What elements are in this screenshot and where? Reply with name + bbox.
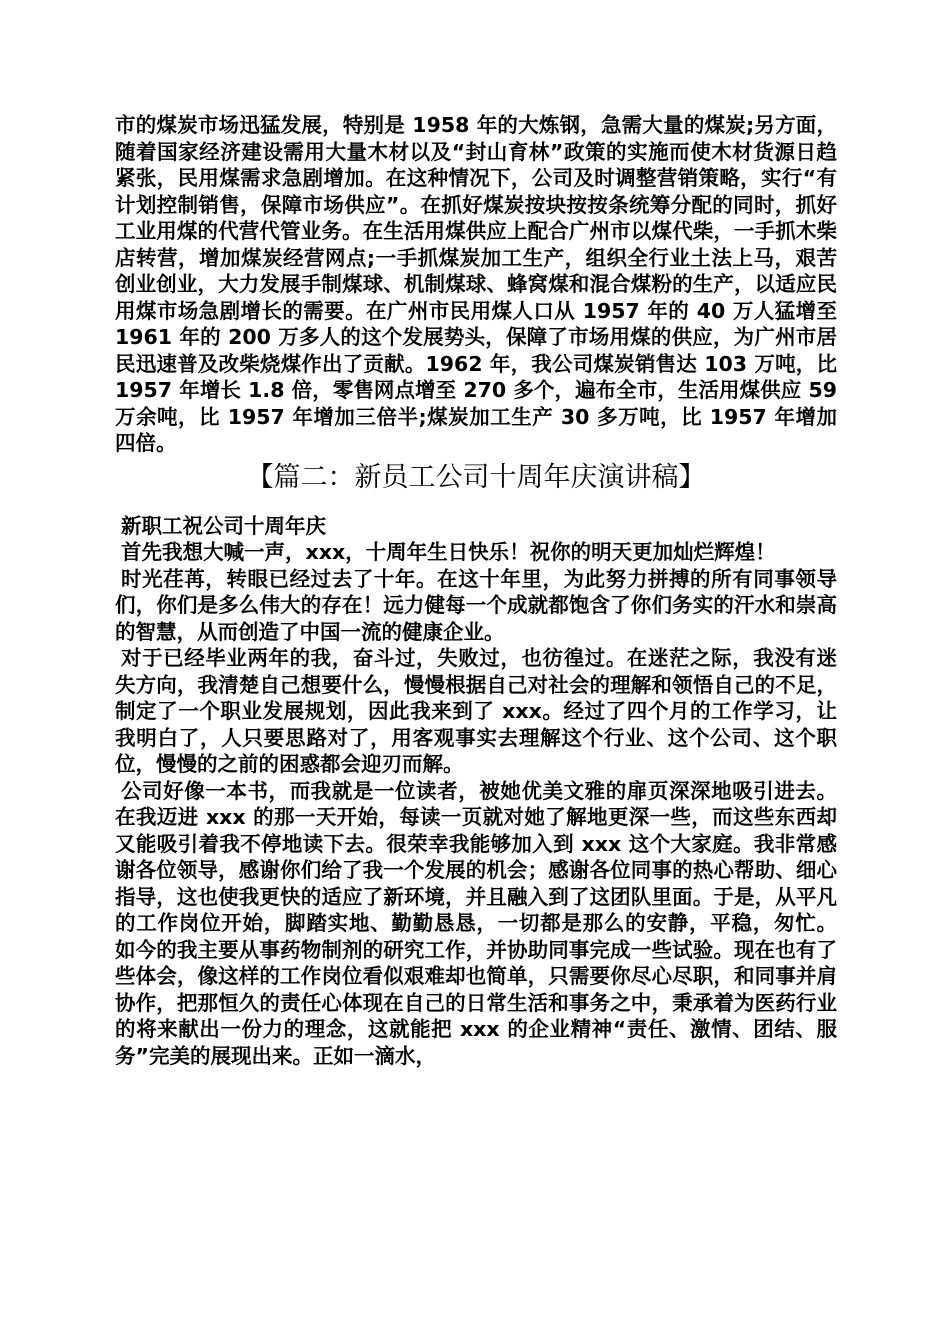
speech-paragraph-3: 对于已经毕业两年的我，奋斗过，失败过，也彷徨过。在迷茫之际，我没有迷失方向，我清楚自己想要什么，慢慢根据自己对社会的理解和领悟自己的不足，制定了一个职业发展规划，因此我来到了 xxx。经过了四个月的工作学习，让我明白了，人只要思路对了，用客观事实去理解这个行业、这个公司、这个职位，慢慢的之前的困惑都会迎刃而解。: [115, 646, 837, 776]
section-title: 【篇二：新员工公司十周年庆演讲稿】: [246, 461, 706, 493]
document-page: [115, 112, 837, 1069]
speech-section: [115, 513, 837, 1070]
speech-heading: 新职工祝公司十周年庆: [121, 513, 326, 538]
speech-paragraph-2: 时光荏苒，转眼已经过去了十年。在这十年里，为此努力拼搏的所有同事领导们，你们是多么伟大的存在！远力健每一个成就都饱含了你们务实的汗水和崇高的智慧，从而创造了中国一流的健康企业。: [115, 566, 837, 644]
intro-paragraph: 市的煤炭市场迅猛发展，特别是 1958 年的大炼钢，急需大量的煤炭;另方面，随着国家经济建设需用大量木材以及“封山育林”政策的实施而使木材货源日趋紧张，民用煤需求急剧增加。在这种情况下，公司及时调整营销策略，实行“有计划控制销售，保障市场供应”。在抓好煤炭按块按按条统筹分配的同时，抓好工业用煤的代营代管业务。在生活用煤供应上配合广州市以煤代柴，一手抓木柴店转营，增加煤炭经营网点;一手抓煤炭加工生产，组织全行业土法上马，艰苦创业创业，大力发展手制煤球、机制煤球、蜂窝煤和混合煤粉的生产，以适应民用煤市场急剧增长的需要。在广州市民用煤人口从 1957 年的 40 万人猛增至 1961 年的 200 万多人的这个发展势头，保障了市场用煤的供应，为广州市居民迅速普及改柴烧煤作出了贡献。1962 年，我公司煤炭销售达 103 万吨，比 1957 年增长 1.8 倍，零售网点增至 270 多个，遍布全市，生活用煤供应 59 万余吨，比 1957 年增加三倍半;煤炭加工生产 30 多万吨，比 1957 年增加四倍。: [115, 113, 837, 455]
speech-paragraph-4: 公司好像一本书，而我就是一位读者，被她优美文雅的扉页深深地吸引进去。在我迈进 xxx 的那一天开始，每读一页就对她了解地更深一些，而这些东西却又能吸引着我不停地读下去。很荣幸我能够加入到 xxx 这个大家庭。我非常感谢各位领导，感谢你们给了我一个发展的机会；感谢各位同事的热心帮助、细心指导，这也使我更快的适应了新环境，并且融入到了这团队里面。于是，从平凡的工作岗位开始，脚踏实地、勤勤恳恳，一切都是那么的安静，平稳，匆忙。 如今的我主要从事药物制剂的研究工作，并协助同事完成一些试验。现在也有了些体会，像这样的工作岗位看似艰难却也简单，只需要你尽心尽职，和同事并肩协作，把那恒久的责任心体现在自己的日常生活和事务之中，秉承着为医药行业的将来献出一份力的理念，这就能把 xxx 的企业精神“责任、激情、团结、服务”完美的展现出来。正如一滴水，: [115, 778, 837, 1068]
speech-paragraph-1: 首先我想大喊一声，xxx，十周年生日快乐！祝你的明天更加灿烂辉煌！: [121, 540, 776, 564]
